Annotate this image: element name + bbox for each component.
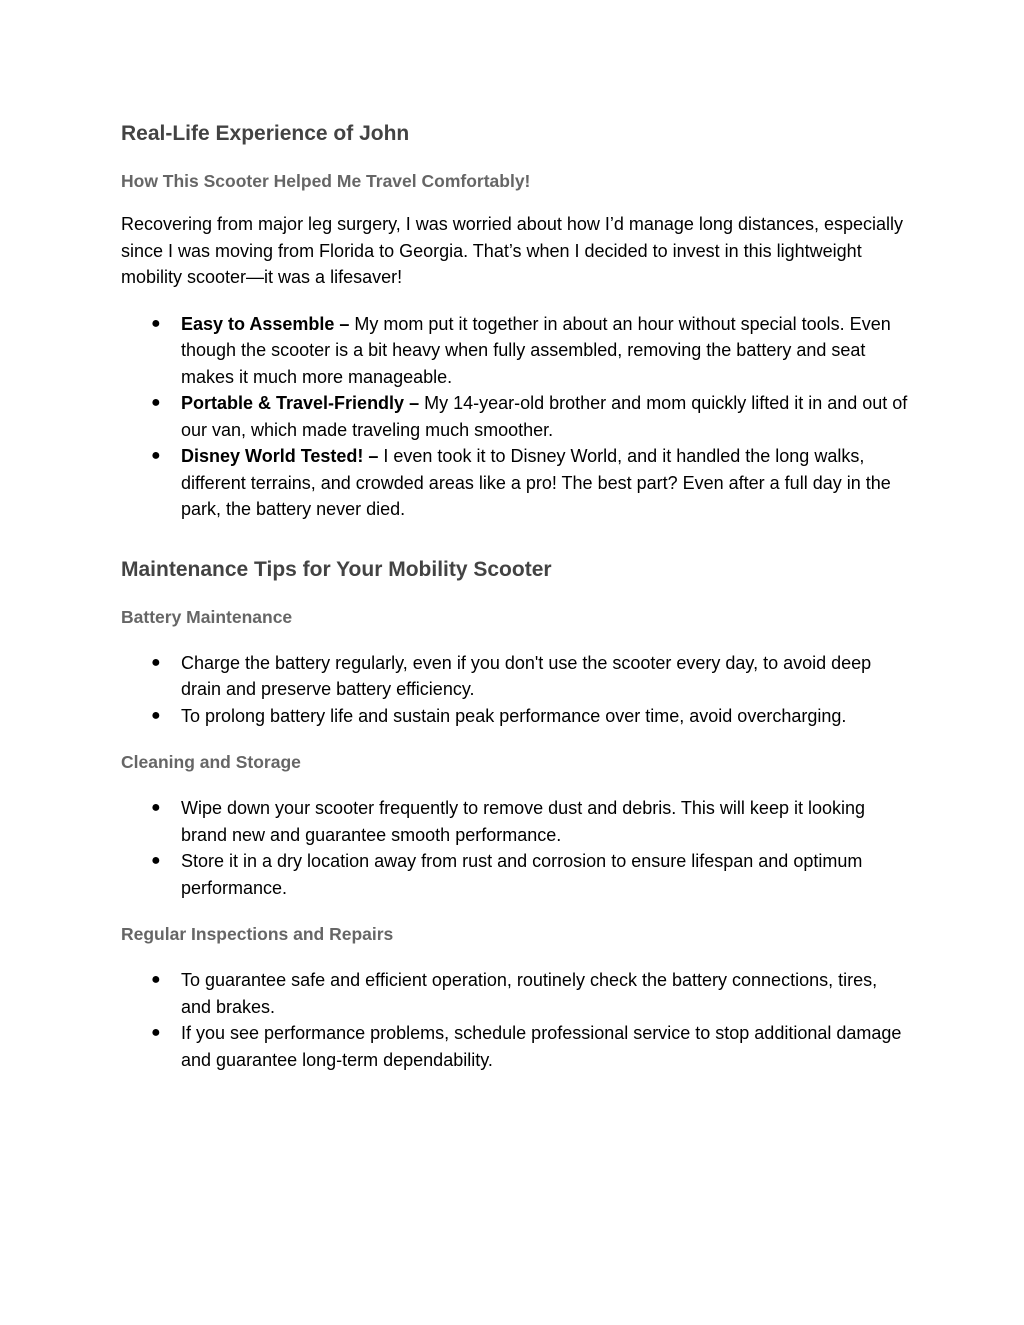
- section-heading-inspections: Regular Inspections and Repairs: [121, 924, 394, 944]
- item-text: My mom put it together in about an hour without special tools. Even though the scooter is a bit heavy when fully assembled, removing the battery and seat makes it much more manageable.: [181, 313, 891, 387]
- item-term: Disney World Tested! –: [181, 446, 379, 466]
- cleaning-list: [121, 795, 911, 901]
- item-text: If you see performance problems, schedule professional service to stop additional damage and guarantee long-term dependability.: [181, 1023, 902, 1070]
- list-item: [121, 1020, 911, 1073]
- item-text: Store it in a dry location away from rust and corrosion to ensure lifespan and optimum performance.: [181, 851, 863, 898]
- bullet-icon: ●: [151, 447, 161, 464]
- list-item: [121, 848, 911, 901]
- item-text: My 14-year-old brother and mom quickly lifted it in and out of our van, which made traveling much smoother.: [181, 393, 908, 440]
- item-text: To prolong battery life and sustain peak performance over time, avoid overcharging.: [181, 705, 847, 726]
- list-item: [121, 443, 911, 523]
- bullet-icon: ●: [151, 852, 161, 869]
- inspections-list: [121, 967, 911, 1073]
- bullet-icon: ●: [151, 394, 161, 411]
- bullet-icon: ●: [151, 706, 161, 724]
- list-item: [121, 795, 911, 848]
- experience-list: [121, 311, 911, 523]
- experience-subtitle: How This Scooter Helped Me Travel Comfortably!: [121, 171, 531, 191]
- document-content: [121, 119, 911, 1073]
- bullet-icon: ●: [151, 314, 161, 332]
- battery-list: [121, 650, 911, 730]
- experience-title: Real-Life Experience of John: [121, 122, 410, 145]
- item-text: To guarantee safe and efficient operation, routinely check the battery connections, tires, and brakes.: [181, 970, 878, 1017]
- section-heading-battery: Battery Maintenance: [121, 606, 293, 627]
- list-item: [121, 390, 911, 443]
- maintenance-title: Maintenance Tips for Your Mobility Scooter: [121, 557, 552, 581]
- bullet-icon: ●: [151, 799, 161, 816]
- item-term: Portable & Travel-Friendly –: [181, 393, 420, 413]
- experience-intro: Recovering from major leg surgery, I was worried about how I’d manage long distances, especially since I was moving from Florida to Georgia. That’s when I decided to invest in this lightweight mobility scooter—it was a lifesaver!: [121, 214, 904, 287]
- list-item: [121, 703, 911, 730]
- list-item: [121, 311, 911, 391]
- list-item: [121, 967, 911, 1020]
- item-text: Wipe down your scooter frequently to remove dust and debris. This will keep it looking brand new and guarantee smooth performance.: [181, 798, 866, 845]
- item-text: I even took it to Disney World, and it handled the long walks, different terrains, and crowded areas like a pro! The best part? Even after a full day in the park, the battery never died.: [181, 446, 891, 519]
- bullet-icon: ●: [151, 653, 161, 671]
- bullet-icon: ●: [151, 971, 161, 988]
- item-term: Easy to Assemble –: [181, 313, 350, 334]
- bullet-icon: ●: [151, 1024, 161, 1041]
- section-heading-cleaning: Cleaning and Storage: [121, 752, 301, 772]
- list-item: [121, 650, 911, 703]
- item-text: Charge the battery regularly, even if you don't use the scooter every day, to avoid deep drain and preserve battery efficiency.: [181, 652, 872, 699]
